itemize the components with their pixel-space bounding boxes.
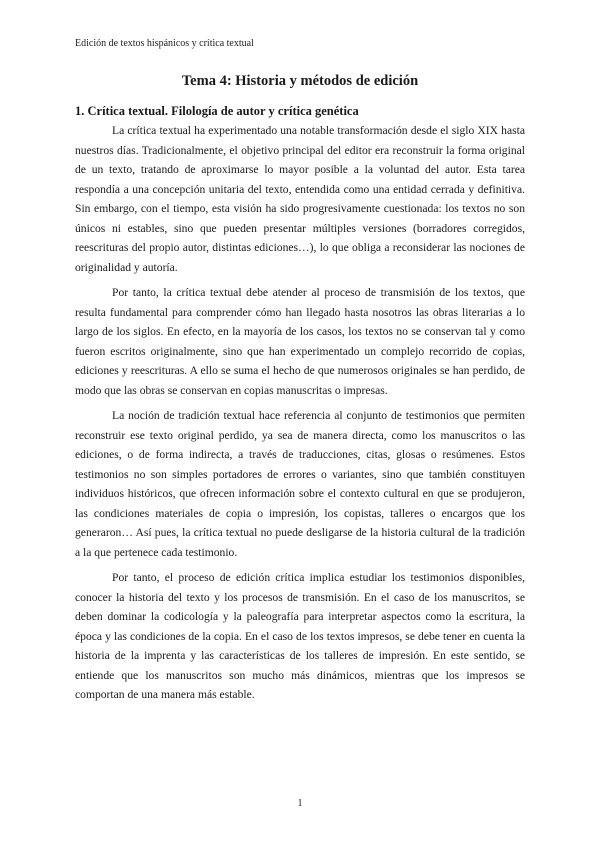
body-text bbox=[75, 121, 525, 711]
paragraph-4: Por tanto, el proceso de edición crítica implica estudiar los testimonios disponibles, conocer la historia del texto y los procesos de transmisión. En el caso de los manuscritos, se deben dominar la codicología y la paleografía para interpretar aspectos como la escritura, la época y las condiciones de la copia. En el caso de los textos impresos, se debe tener en cuenta la historia de la imprenta y las características de los talleres de impresión. En este sentido, se entiende que los manuscritos son mucho más dinámicos, mientras que los impresos se comportan de una manera más estable. bbox=[75, 571, 525, 701]
page-title: Tema 4: Historia y métodos de edición bbox=[181, 73, 419, 89]
section-heading: 1. Crítica textual. Filología de autor y crítica genética bbox=[75, 104, 359, 118]
paragraph-3: La noción de tradición textual hace referencia al conjunto de testimonios que permiten reconstruir ese texto original perdido, ya sea de manera directa, como los manuscritos o las ediciones, o de forma indirecta, a través de traducciones, citas, glosas o resúmenes. Estos testimonios no son simples portadores de errores o variantes, sino que también constituyen individuos históricos, que ofrecen información sobre el contexto cultural en que se produjeron, las condiciones materiales de copia o impresión, los copistas, talleres o encargos que los generaron… Así pues, la crítica textual no puede desligarse de la historia cultural de la tradición a la que pertenece cada testimonio. bbox=[75, 409, 525, 559]
paragraph-2: Por tanto, la crítica textual debe atender al proceso de transmisión de los textos, que resulta fundamental para comprender cómo han llegado hasta nosotros las obras literarias a lo largo de los siglos. En efecto, en la mayoría de los casos, los textos no se conservan tal y como fueron escritos originalmente, sino que han experimentado un complejo recorrido de copias, ediciones y reescrituras. A ello se suma el hecho de que numerosos originales se han perdido, de modo que las obras se conservan en copias manuscritas o impresas. bbox=[75, 286, 525, 397]
page-number: 1 bbox=[297, 798, 303, 809]
paragraph-1: La crítica textual ha experimentado una notable transformación desde el siglo XIX hasta nuestros días. Tradicionalmente, el objetivo principal del editor era reconstruir la forma original de un texto, tratando de aproximarse lo mayor posible a la voluntad del autor. Esta tarea respondía a una concepción unitaria del texto, entendida como una entidad cerrada y definitiva. Sin embargo, con el tiempo, esta visión ha sido progresivamente cuestionada: los textos no son únicos ni estables, sino que pueden presentar múltiples versiones (borradores corregidos, reescrituras del propio autor, distintas ediciones…), lo que obliga a reconsiderar las nociones de originalidad y autoría. bbox=[75, 124, 525, 274]
running-header: Edición de textos hispánicos y crítica textual bbox=[75, 38, 254, 49]
